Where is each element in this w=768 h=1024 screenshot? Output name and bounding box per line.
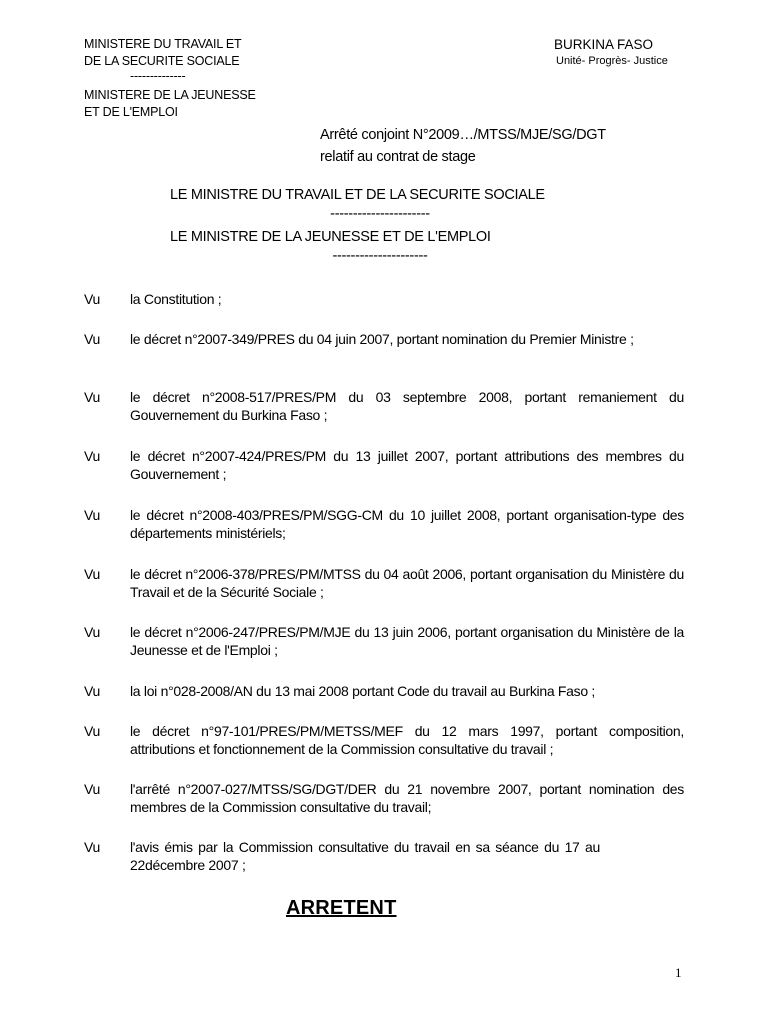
consideration-text: le décret n°2008-403/PRES/PM/SGG-CM du 10 juillet 2008, portant organisation-type des départements ministériels;	[130, 507, 684, 541]
consideration-keyword: Vu	[84, 331, 101, 347]
country-motto: Unité- Progrès- Justice	[556, 55, 668, 67]
minister-separator-1: ----------------------	[330, 206, 430, 222]
consideration-keyword: Vu	[84, 291, 101, 307]
consideration-text: le décret n°2006-247/PRES/PM/MJE du 13 juin 2006, portant organisation du Ministère de la Jeunesse et de l'Emploi ;	[130, 624, 684, 658]
ministries-header	[84, 36, 256, 121]
minister-2: LE MINISTRE DE LA JEUNESSE ET DE L'EMPLOI	[170, 229, 491, 245]
consideration-text: le décret n°2007-424/PRES/PM du 13 juillet 2007, portant attributions des membres du Gouvernement ;	[130, 448, 684, 482]
country-header	[554, 36, 668, 69]
minister-1: LE MINISTRE DU TRAVAIL ET DE LA SECURITE SOCIALE	[170, 187, 545, 203]
consideration-text: le décret n°2007-349/PRES du 04 juin 2007, portant nomination du Premier Ministre ;	[130, 331, 634, 347]
consideration-text: l'arrêté n°2007-027/MTSS/SG/DGT/DER du 21 novembre 2007, portant nomination des membres de la Commission consultative du travail;	[130, 781, 684, 815]
ministry-line: MINISTERE DE LA JEUNESSE	[84, 88, 256, 102]
title-line-2: relatif au contrat de stage	[320, 149, 476, 165]
ministry-line: DE LA SECURITE SOCIALE	[84, 54, 240, 68]
consideration-keyword: Vu	[84, 624, 101, 640]
header-separator: --------------	[130, 69, 186, 83]
ministry-line: ET DE L'EMPLOI	[84, 105, 178, 119]
consideration-keyword: Vu	[84, 507, 101, 523]
consideration-text: le décret n°2006-378/PRES/PM/MTSS du 04 août 2006, portant organisation du Ministère du Travail et de la Sécurité Sociale ;	[130, 566, 684, 600]
country-name: BURKINA FASO	[554, 37, 654, 52]
consideration-keyword: Vu	[84, 448, 101, 464]
minister-separator-2: ---------------------	[332, 248, 428, 264]
decision-heading: ARRETENT	[286, 897, 397, 919]
consideration-keyword: Vu	[84, 839, 101, 855]
consideration-keyword: Vu	[84, 781, 101, 797]
consideration-keyword: Vu	[84, 566, 101, 582]
consideration-text: le décret n°97-101/PRES/PM/METSS/MEF du 12 mars 1997, portant composition, attributions et fonctionnement de la Commission consultative du travail ;	[130, 723, 684, 757]
consideration-keyword: Vu	[84, 389, 101, 405]
ministry-line: MINISTERE DU TRAVAIL ET	[84, 37, 242, 51]
consideration-text: la Constitution ;	[130, 291, 222, 307]
consideration-keyword: Vu	[84, 723, 101, 739]
consideration-keyword: Vu	[84, 683, 101, 699]
title-line-1: Arrêté conjoint N°2009…/MTSS/MJE/SG/DGT	[320, 127, 606, 143]
page-number: 1	[675, 965, 682, 980]
document-title	[320, 124, 606, 168]
consideration-text: le décret n°2008-517/PRES/PM du 03 septembre 2008, portant remaniement du Gouvernement du Burkina Faso ;	[130, 389, 684, 423]
consideration-text: la loi n°028-2008/AN du 13 mai 2008 portant Code du travail au Burkina Faso ;	[130, 683, 596, 699]
consideration-text: l'avis émis par la Commission consultative du travail en sa séance du 17 au 22décembre 2007 ;	[130, 839, 600, 873]
ministers-block	[170, 186, 590, 266]
